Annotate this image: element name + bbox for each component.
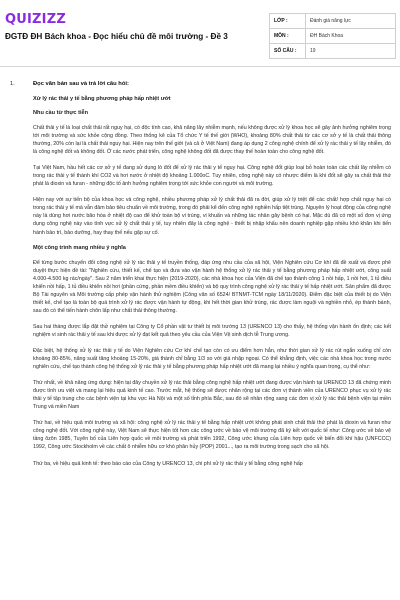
paragraph: Thứ ba, về hiệu quả kinh tế: theo báo cáo của Công ty URENCO 13, chi phí xử lý rác thải y tế bằng công nghệ hấp — [33, 460, 303, 467]
subject-value: ĐH Bách Khoa — [306, 29, 396, 44]
section-heading-project: Một công trình mang nhiều ý nghĩa — [33, 244, 126, 251]
document-title: ĐGTĐ ĐH Bách khoa - Đọc hiểu chủ đề môi trường - Đề 3 — [5, 32, 228, 41]
info-row-question-count — [270, 44, 396, 59]
paragraph: Chất thải y tế là loại chất thải rất nguy hại, có độc tính cao, khả năng lây nhiễm mạnh, nếu không được xử lý khoa học sẽ gây ảnh hưởng nghiêm trọng tới môi trường và sức khỏe cộng đồng. Theo thống kê của Tổ chức Y tế thế giới (WHO), khoảng 80% chất thải từ các cơ sở y tế là chất thải thông thường, 20% còn lại là chất thải nguy hại. Hiện nay trên thế giới (và cả ở Việt Nam) đang áp dụng 2 công nghệ chính để xử lý rác thải y tế lây nhiễm, đó là công nghệ đốt và không đốt. Ở các nước phát triển, công nghệ không đốt đã được thay thế hoàn toàn cho công nghệ đốt. — [33, 125, 391, 156]
question-heading: Đọc văn bản sau và trả lời câu hỏi: — [33, 81, 129, 87]
paragraph: Để từng bước chuyển đổi công nghệ xử lý rác thải y tế truyền thống, đáp ứng nhu cầu của xã hội, Viện Nghiên cứu Cơ khí đã đề xuất và được phê duyệt thực hiện đề tài: "Nghiên cứu, thiết kế, chế tạo và đưa vào vận hành hệ thống xử lý rác thải y tế bằng phương pháp hấp nhiệt ướt, công suất 4.000-4.500 kg rác/ngày". Sau 2 năm triển khai thực hiện (2019-2020), các nhà khoa học của Viện đã chế tạo thành công 1 nồi hấp, 1 nồi hơi, 1 tủ điều khiển nồi hấp, 1 tủ điều khiển nồi hơi (phần cứng, phần mềm điều khiển) và bộ quy trình công nghệ xử lý rác thải y tế hấp nhiệt ướt. Sản phẩm đã được Bộ Tài nguyên và Môi trường cấp phép vận hành thử nghiệm (Công văn số 6524/ BTNMT-TCM ngày 18/11/2020). Điểm đặc biệt của thiết bị do Viện thiết kế, chế tạo là toàn bộ quá trình xử lý rác được vận hành tự động, khi hết thời gian khử trùng, rác được làm nguội và nghiền nhỏ, ép thành bánh, sau đó có thể tiến hành chôn lấp như chất thải thông thường. — [33, 259, 391, 314]
paragraph: Sau hai tháng được lắp đặt thử nghiệm tại Công ty Cổ phần vật tư thiết bị môi trường 13 (URENCO 13) cho thấy, hệ thống vận hành ổn định; các kết nghiệm vi sinh rác thải y tế sau khi được xử lý đạt kết quả theo yêu cầu của Viện Vệ sinh dịch tễ Trung ương. — [33, 323, 391, 338]
info-table — [269, 13, 396, 59]
page-header — [0, 0, 400, 66]
header-divider — [0, 66, 400, 67]
info-row-subject — [270, 29, 396, 44]
article-title: Xử lý rác thải y tế bằng phương pháp hấp nhiệt ướt — [33, 96, 171, 102]
paragraph: Tại Việt Nam, hầu hết các cơ sở y tế đang sử dụng lò đốt để xử lý rác thải y tế nguy hại. Công nghệ đốt giúp loại bỏ hoàn toàn các chất lây nhiễm có trong rác thải y tế thành khí CO2 và hơi nước ở nhiệt độ khoảng 1.000oC. Tuy nhiên, công nghệ này có nhược điểm là khi đốt sẽ gây ra chất thải thứ phát là dioxin và furan - những độc tố ảnh hưởng nghiêm trọng tới sức khỏe con người và môi trường. — [33, 165, 391, 188]
question-number: 1. — [10, 81, 15, 87]
quizizz-logo: QUIZIZZ — [5, 12, 66, 27]
question-count-label: SỐ CÂU : — [270, 44, 306, 59]
question-body — [33, 81, 391, 476]
section-heading-need: Nhu cầu từ thực tiễn — [33, 110, 89, 116]
paragraph: Đặc biệt, hệ thống xử lý rác thải y tế do Viện Nghiên cứu Cơ khí chế tạo còn có ưu điểm hơn hẳn, như thời gian xử lý rác rút ngắn xuống chỉ còn khoảng 80-85%, năng suất tăng khoảng 15-20%, giá thành chỉ bằng 1/3 so với giá nhập ngoại. Có thể khẳng định, việc các nhà khoa học trong nước nghiên cứu, chế tạo thành công hệ thống xử lý rác thải y tế bằng phương pháp hấp nhiệt ướt đã mang lại nhiều ý nghĩa quan trọng, cụ thể như: — [33, 347, 391, 371]
paragraph: Hiện nay với sự tiến bộ của khoa học và công nghệ, nhiều phương pháp xử lý chất thải đã ra đời, giúp xử lý triệt để các chất/ hợp chất nguy hại có trong rác thải y tế mà vẫn đảm bảo tiêu chuẩn về môi trường, trong đó phải kể đến công nghệ nghiền hấp tiệt trùng. Nguyên lý hoạt động của công nghệ này là dùng hơi nước bão hòa ở nhiệt độ cao để khử toàn bộ vi trùng, vi khuẩn và những tác nhân gây bệnh có hại. Mặc dù đã có một số đơn vị ứng dụng công nghệ này vào tình vực xử lý chất thải y tế, tuy nhiên đây là công nghệ - thiết bị nhập khẩu nên doanh nghiệp gặp nhiều khó khăn khi tiến hành bảo trì, bảo dưỡng, hay thay thế nếu gặp sự cố. — [33, 197, 391, 236]
question-count-value: 19 — [306, 44, 396, 59]
subject-label: MÔN : — [270, 29, 306, 44]
class-label: LỚP : — [270, 14, 306, 29]
class-value: Đánh giá năng lực — [306, 14, 396, 29]
info-row-class — [270, 14, 396, 29]
paragraph: Thứ hai, về hiệu quả môi trường và xã hội: công nghệ xử lý rác thải y tế bằng hấp nhiệt ướt không phát sinh chất thải thứ phát là dioxin và furan như công nghệ đốt. Với công nghệ này, Việt Nam sẽ thực hiện tốt hơn các công ước về bảo vệ môi trường đã ký kết với quốc tế như: Công ước về bảo vệ tầng ôzôn 1985, Tuyên bố của Liên hợp quốc về môi trường và phát triển 1992, Công ước khung của Liên hợp quốc về biến đổi khí hậu (UNFCCC) 1992, Công ước Stockholm về các chất ô nhiễm hữu cơ khó phân hủy (POP) 2001..., tạo ra môi trường trong sạch cho xã hội. — [33, 420, 391, 451]
paragraph: Thứ nhất, về khả năng ứng dụng: hiện tại đây chuyền xử lý rác thải bằng công nghệ hấp nhiệt ướt đang được vận hành tại URENCO 13 đã chứng minh được tính ưu việt và mang lại hiệu quả kinh tế cao. Trước mắt, hệ thống sẽ được nhân rộng tại các đơn vị thành viên của URENCO phục vụ xử lý rác thải y tế tập trung cho các bệnh viện tại khu vực Hà Nội và một số tỉnh phía Bắc, sau đó sẽ nhân rộng sang các đơn vị xử lý rác thải bệnh viện tại miền Trung và miền Nam — [33, 380, 391, 411]
